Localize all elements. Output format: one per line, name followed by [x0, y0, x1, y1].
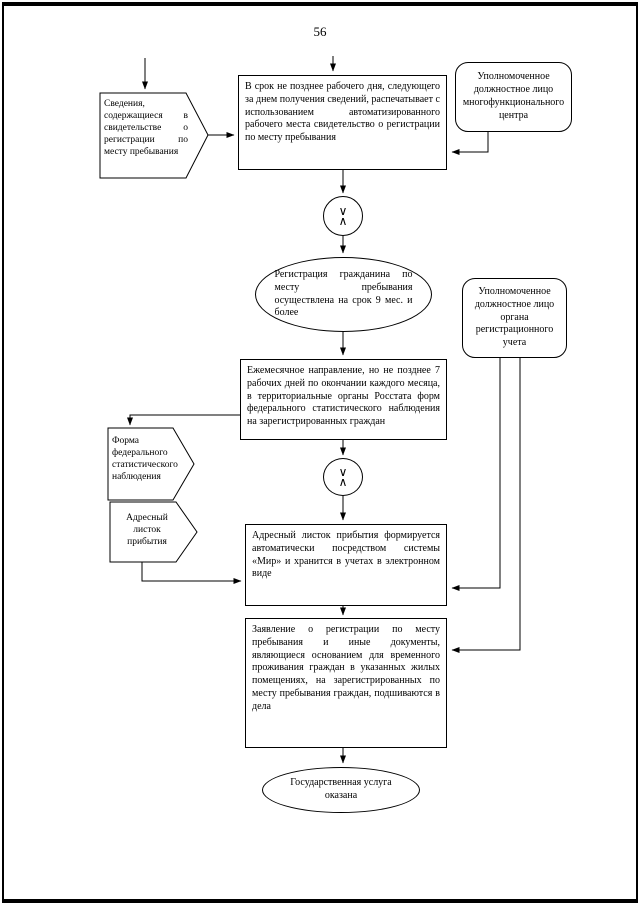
- connector-organ-to-zayavlenie: [452, 358, 520, 650]
- doc-svedeniya-label: Сведения, содержащиеся в свидетельстве о регистрации по месту пребывания: [104, 99, 188, 157]
- terminator-service-text: Государственная услуга оказана: [290, 777, 392, 801]
- connector-monthly-box-to-forma: [130, 415, 240, 425]
- or-glyph: ∨: [338, 203, 348, 218]
- process-print-certificate: В срок не позднее рабочего дня, следующего за днем получения сведений, распечатывает с использованием автоматизированного рабочего места свидетельство о регистрации по месту пребывания: [238, 75, 447, 170]
- logic-connector-1: [323, 196, 363, 236]
- actor-registration-authority-label: Уполномоченное должностное лицо органа регистрационного учета: [474, 286, 555, 349]
- actor-mfc-label: Уполномоченное должностное лицо многофункционального центра: [462, 71, 565, 121]
- logic-connector-2: [323, 458, 363, 496]
- connector-organ-to-adresny-box: [452, 358, 500, 588]
- or-glyph: ∨: [338, 464, 348, 479]
- process-monthly-rosstat: Ежемесячное направление, но не позднее 7 рабочих дней по окончании каждого месяца, в территориальные органы Росстата форм федерального статистического наблюдения на зарегистрированных граждан: [240, 359, 447, 440]
- process-zayavlenie-filed: Заявление о регистрации по месту пребывания и иные документы, являющиеся основанием для временного проживания граждан в указанных жилых помещениях, на зарегистрированных по месту пребывания граждан, подшиваются в дела: [245, 618, 447, 748]
- doc-adresny-listok-label: Адресный листок прибытия: [126, 513, 168, 547]
- actor-registration-authority-official: [462, 278, 567, 358]
- condition-registration-text: Регистрация гражданина по месту пребывания осуществлена на срок 9 мес. и более: [274, 268, 413, 319]
- and-glyph: ∧: [338, 214, 348, 228]
- page-number: 56: [313, 24, 327, 39]
- doc-forma-label: Форма федерального статистического наблюдения: [112, 436, 178, 482]
- actor-mfc-official: [455, 62, 572, 132]
- connector-mfc-to-print-box: [452, 132, 488, 152]
- and-glyph: ∧: [338, 475, 348, 489]
- connector-adresny-listok-to-box: [142, 562, 241, 581]
- condition-registration-9-months: [255, 257, 432, 332]
- process-adresny-formed: Адресный листок прибытия формируется автоматически посредством системы «Мир» и хранится в учетах в электронном виде: [245, 524, 447, 606]
- terminator-service-rendered: [262, 767, 420, 813]
